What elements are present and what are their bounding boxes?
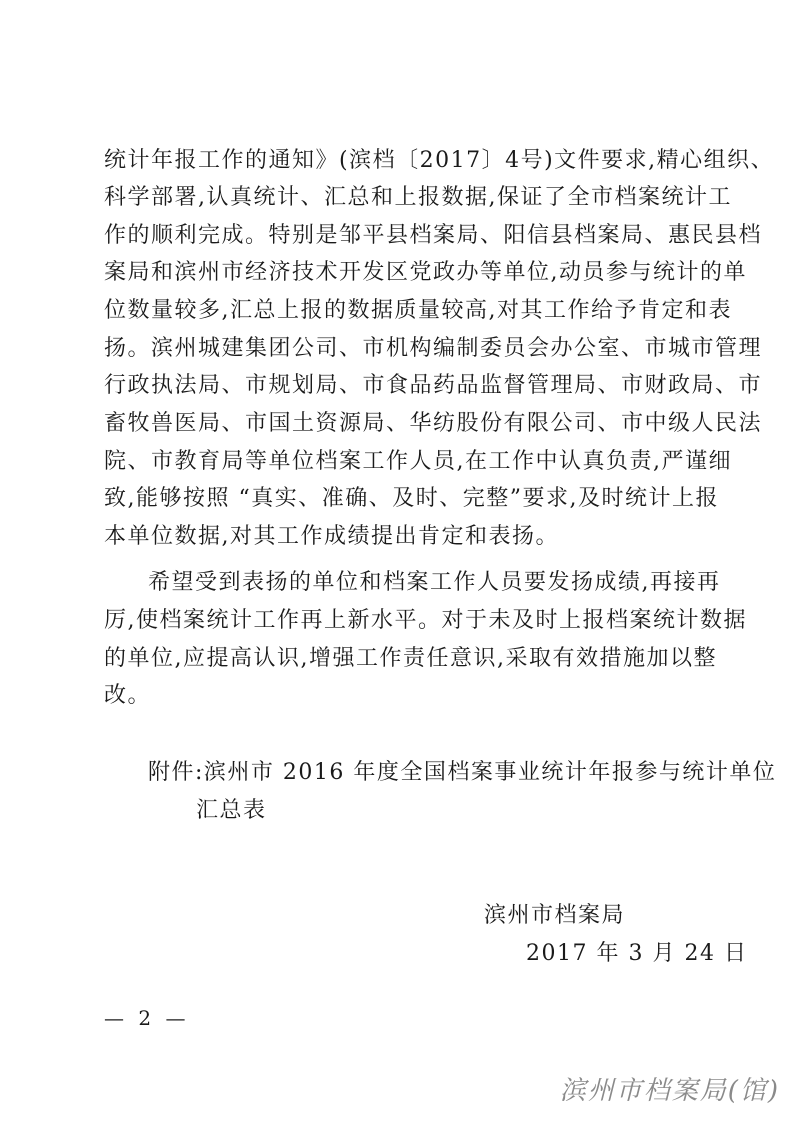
text-line: 科学部署,认真统计、汇总和上报数据,保证了全市档案统计工: [104, 185, 732, 210]
attachment-line-2: 汇总表: [196, 798, 267, 823]
text-line: 的单位,应提高认识,增强工作责任意识,采取有效措施加以整: [104, 646, 717, 671]
text-line: 希望受到表扬的单位和档案工作人员要发扬成绩,再接再: [148, 570, 721, 595]
watermark: 滨州市档案局(馆): [559, 1076, 780, 1106]
attachment-line-1: 附件:滨州市 2016 年度全国档案事业统计年报参与统计单位: [148, 760, 777, 785]
text-line: 统计年报工作的通知》(滨档〔2017〕4号)文件要求,精心组织、: [104, 148, 775, 173]
signature-date: 2017 年 3 月 24 日: [526, 941, 748, 966]
text-line: 院、市教育局等单位档案工作人员,在工作中认真负责,严谨细: [104, 449, 732, 474]
signature-org: 滨州市档案局: [484, 903, 626, 928]
text-line: 改。: [104, 683, 152, 708]
text-line: 作的顺利完成。特别是邹平县档案局、阳信县档案局、惠民县档: [104, 223, 763, 248]
text-line: 畜牧兽医局、市国土资源局、华纺股份有限公司、市中级人民法: [104, 411, 763, 436]
page-number: — 2 —: [104, 1006, 190, 1030]
text-line: 案局和滨州市经济技术开发区党政办等单位,动员参与统计的单: [104, 260, 747, 285]
text-line: 本单位数据,对其工作成绩提出肯定和表扬。: [104, 524, 559, 549]
text-line: 行政执法局、市规划局、市食品药品监督管理局、市财政局、市: [104, 373, 763, 398]
text-line: 厉,使档案统计工作再上新水平。对于未及时上报档案统计数据: [104, 608, 747, 633]
text-line: 致,能够按照 “真实、准确、及时、完整”要求,及时统计上报: [104, 486, 719, 511]
text-line: 扬。滨州城建集团公司、市机构编制委员会办公室、市城市管理: [104, 336, 763, 361]
text-line: 位数量较多,汇总上报的数据质量较高,对其工作给予肯定和表: [104, 298, 732, 323]
